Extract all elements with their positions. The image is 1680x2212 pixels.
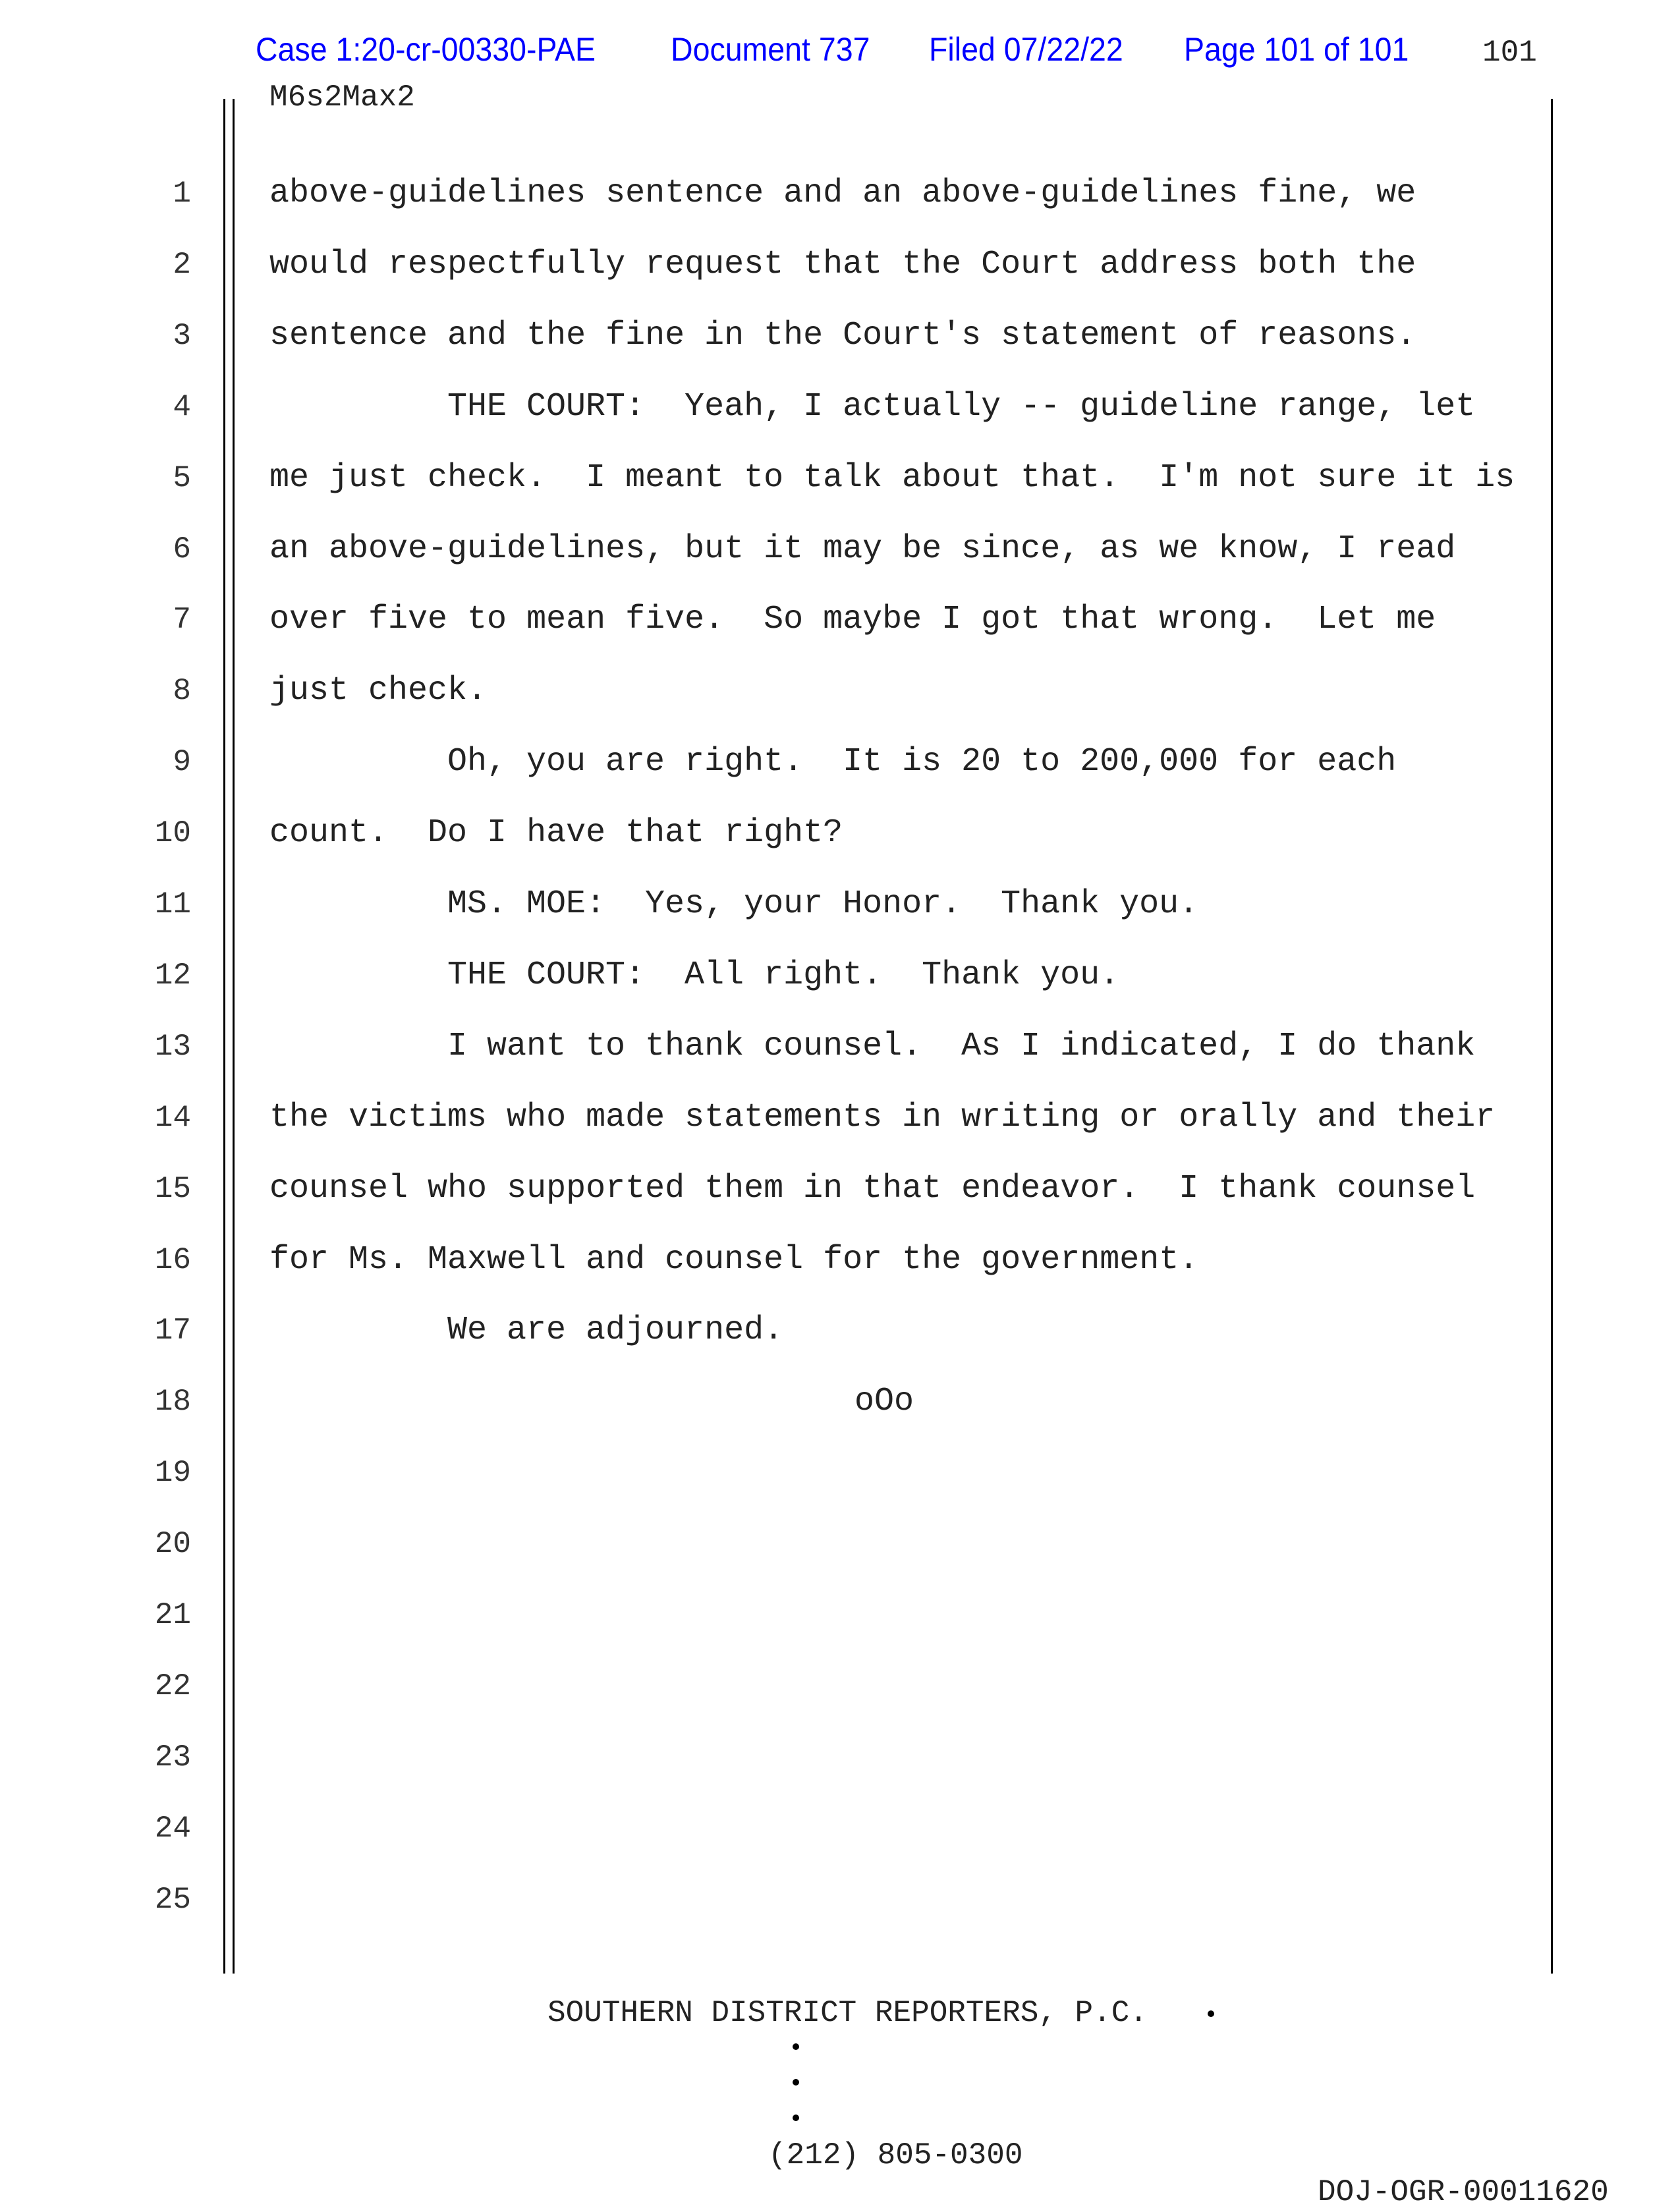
- line-number: 12: [154, 958, 191, 993]
- left-margin-rule-outer: [223, 99, 225, 1974]
- line-number: 4: [173, 389, 191, 424]
- footer-bullet: [793, 2043, 799, 2050]
- footer-bullet: [793, 2079, 799, 2086]
- stamp-case: Case 1:20-cr-00330-PAE: [256, 31, 596, 68]
- transcript-line: the victims who made statements in writing or orally and their: [269, 1098, 1496, 1136]
- transcript-line: I want to thank counsel. As I indicated, I do thank: [447, 1027, 1476, 1065]
- footer-bullet: [1208, 2010, 1214, 2017]
- transcript-line: counsel who supported them in that endeavor. I thank counsel: [269, 1169, 1476, 1207]
- transcript-line: over five to mean five. So maybe I got that wrong. Let me: [269, 601, 1436, 639]
- transcript-line: above-guidelines sentence and an above-guidelines fine, we: [269, 175, 1416, 212]
- stamp-page: Page 101 of 101: [1184, 31, 1409, 68]
- line-number: 8: [173, 674, 191, 709]
- line-number: 16: [154, 1242, 191, 1277]
- transcript-line: just check.: [269, 672, 488, 710]
- stamp-document: Document 737: [671, 31, 870, 68]
- line-number: 25: [154, 1882, 191, 1917]
- line-number: 9: [173, 745, 191, 780]
- transcript-line: MS. MOE: Yes, your Honor. Thank you.: [447, 885, 1199, 923]
- line-number: 10: [154, 816, 191, 851]
- bates-number: DOJ-OGR-00011620: [1318, 2175, 1609, 2209]
- line-number: 2: [173, 247, 191, 282]
- end-mark: oOo: [854, 1383, 914, 1421]
- transcript-line: Oh, you are right. It is 20 to 200,000 for each: [447, 743, 1397, 781]
- line-number: 22: [154, 1669, 191, 1703]
- footer-bullet: [793, 2115, 799, 2121]
- stamp-filed: Filed 07/22/22: [929, 31, 1123, 68]
- line-number: 7: [173, 603, 191, 638]
- line-number: 15: [154, 1171, 191, 1206]
- page-number: 101: [1482, 36, 1537, 70]
- line-number: 3: [173, 318, 191, 353]
- line-number: 23: [154, 1740, 191, 1775]
- footer-phone: (212) 805-0300: [768, 2138, 1023, 2172]
- transcript-line: would respectfully request that the Court address both the: [269, 245, 1416, 283]
- transcript-line: count. Do I have that right?: [269, 814, 843, 852]
- transcript-line: for Ms. Maxwell and counsel for the government.: [269, 1240, 1199, 1279]
- line-number: 6: [173, 532, 191, 567]
- transcript-line: an above-guidelines, but it may be since, as we know, I read: [269, 530, 1456, 568]
- line-number: 24: [154, 1811, 191, 1846]
- transcript-line: me just check. I meant to talk about that. I'm not sure it is: [269, 458, 1515, 497]
- line-number: 19: [154, 1456, 191, 1491]
- right-margin-rule: [1551, 99, 1553, 1974]
- transcript-line: THE COURT: All right. Thank you.: [447, 956, 1120, 994]
- line-number: 11: [154, 887, 191, 922]
- line-number: 21: [154, 1598, 191, 1632]
- footer-reporter: SOUTHERN DISTRICT REPORTERS, P.C.: [547, 1996, 1148, 2030]
- line-number: 20: [154, 1527, 191, 1562]
- left-margin-rule-inner: [233, 99, 235, 1974]
- line-number: 18: [154, 1385, 191, 1420]
- transcript-id: M6s2Max2: [269, 80, 415, 115]
- transcript-line: We are adjourned.: [447, 1312, 784, 1350]
- line-number: 13: [154, 1029, 191, 1064]
- transcript-line: sentence and the fine in the Court's statement of reasons.: [269, 316, 1416, 354]
- transcript-line: THE COURT: Yeah, I actually -- guideline range, let: [447, 387, 1476, 426]
- line-number: 5: [173, 460, 191, 495]
- line-number: 14: [154, 1100, 191, 1135]
- line-number: 1: [173, 177, 191, 211]
- line-number: 17: [154, 1313, 191, 1348]
